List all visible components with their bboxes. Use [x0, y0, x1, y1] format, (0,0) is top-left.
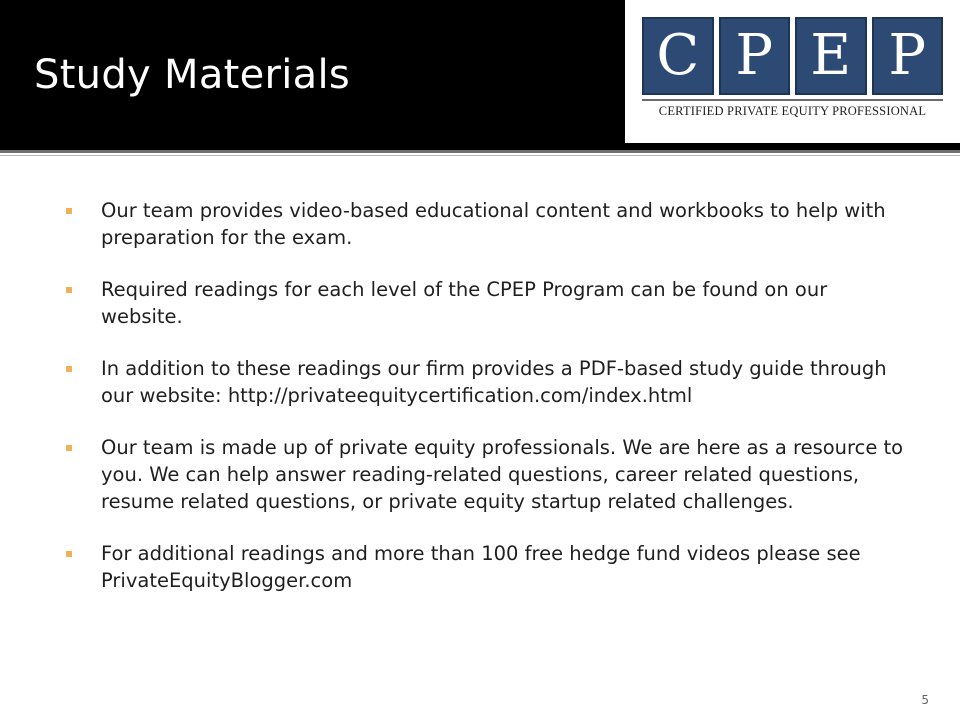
- header-divider-thin: [0, 155, 960, 156]
- logo-divider: [642, 99, 943, 101]
- bullet-item: [64, 276, 914, 330]
- bullet-square-icon: [66, 445, 72, 451]
- bullet-item: [64, 540, 914, 594]
- bullet-item: [64, 197, 914, 251]
- logo-tagline: CERTIFIED PRIVATE EQUITY PROFESSIONAL: [658, 104, 927, 118]
- header-divider: [0, 150, 960, 153]
- bullet-list: [64, 197, 914, 619]
- slide-title: Study Materials: [34, 52, 351, 98]
- bullet-text: Our team provides video-based educational content and workbooks to help with preparation for the exam.: [101, 199, 886, 249]
- bullet-square-icon: [66, 208, 72, 214]
- logo-letter-c: C: [642, 17, 714, 95]
- logo-letter-p-second: P: [872, 17, 944, 95]
- bullet-item: [64, 355, 914, 409]
- bullet-square-icon: [66, 366, 72, 372]
- page-number: 5: [921, 693, 929, 707]
- logo-letter-p: P: [719, 17, 791, 95]
- logo-letter-e: E: [795, 17, 867, 95]
- bullet-text: In addition to these readings our firm provides a PDF-based study guide through our website: http://privateequitycertification.com/index.html: [101, 357, 887, 407]
- bullet-text: For additional readings and more than 100 free hedge fund videos please see PrivateEquityBlogger.com: [101, 542, 861, 592]
- logo-letter-row: [642, 17, 943, 95]
- bullet-text: Our team is made up of private equity professionals. We are here as a resource to you. We can help answer reading-related questions, career related questions, resume related questions, or private equity startup related challenges.: [101, 436, 904, 513]
- bullet-text: Required readings for each level of the CPEP Program can be found on our website.: [101, 278, 828, 328]
- bullet-square-icon: [66, 551, 72, 557]
- bullet-item: [64, 434, 914, 515]
- cpep-logo: [625, 0, 960, 143]
- bullet-square-icon: [66, 287, 72, 293]
